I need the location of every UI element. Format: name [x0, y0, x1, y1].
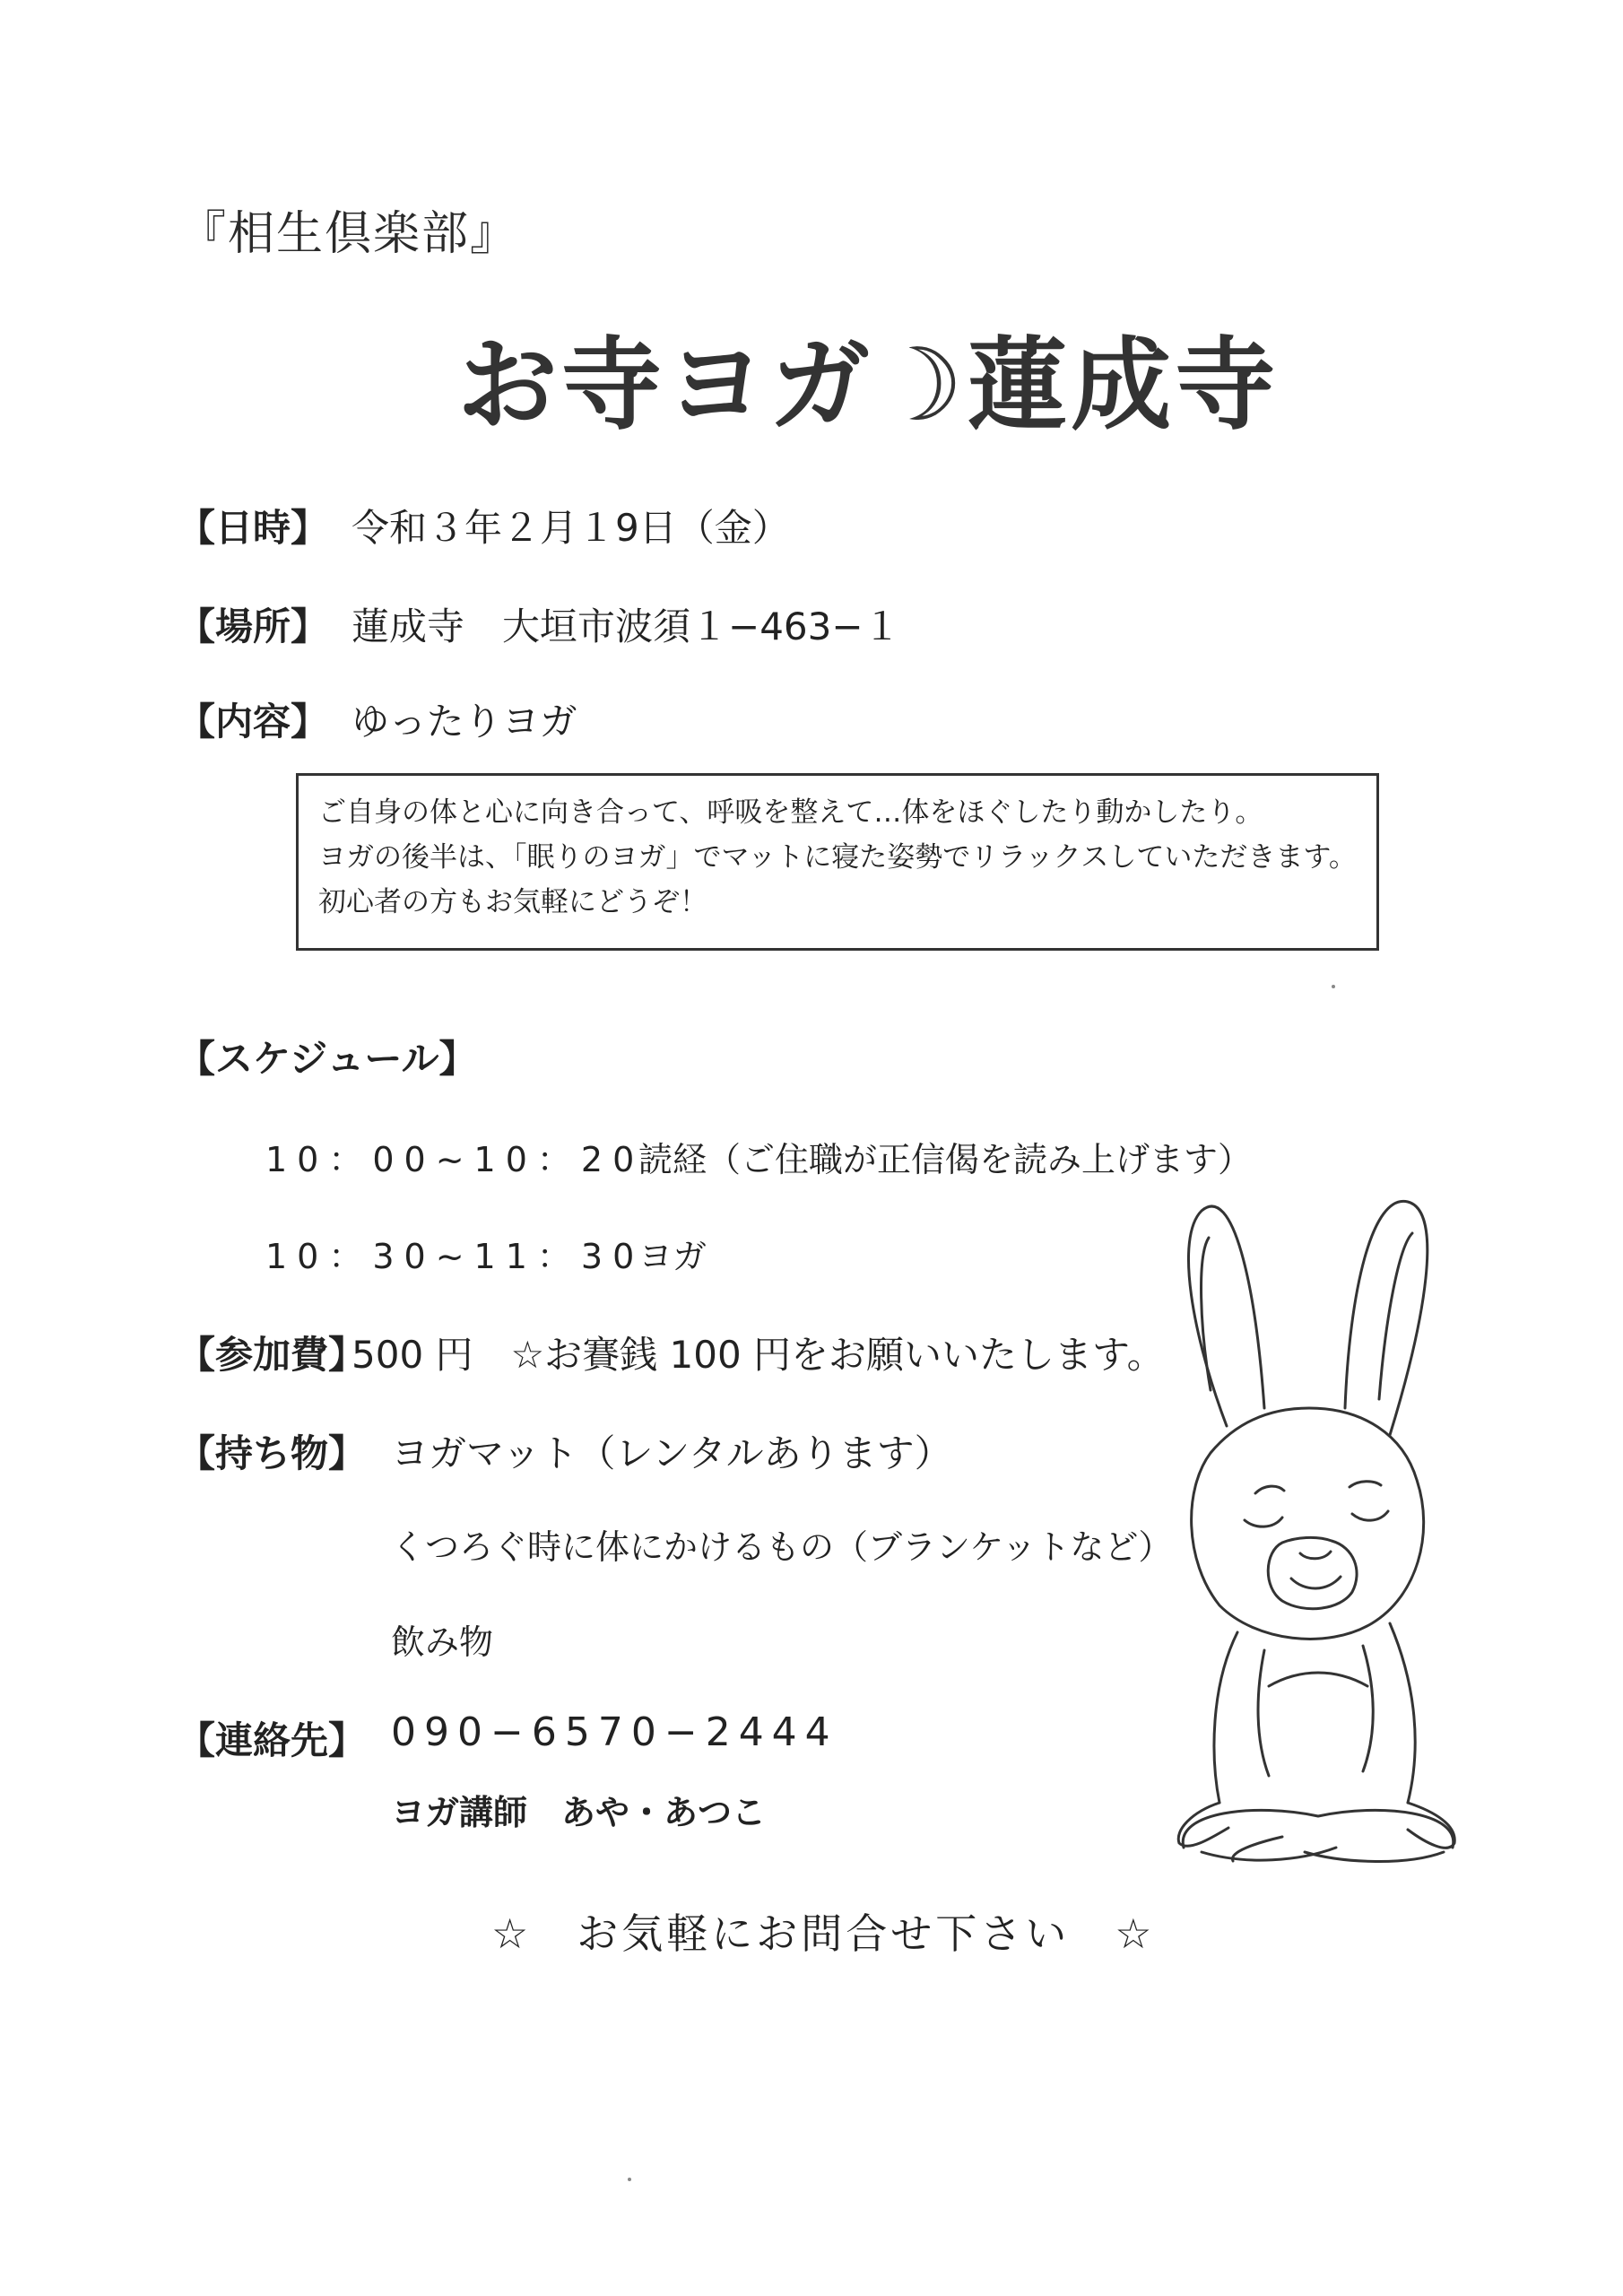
description-line: ご自身の体と心に向き合って、呼吸を整えて…体をほぐしたり動かしたり。: [318, 796, 1263, 829]
meditating-rabbit-icon: [1148, 1184, 1488, 1866]
paper-speck: [1332, 985, 1335, 988]
schedule-desc: ヨガ: [638, 1237, 707, 1276]
belongings-label: 【持ち物】: [178, 1431, 367, 1475]
contact-label: 【連絡先】: [178, 1718, 367, 1762]
place-value: 蓮成寺 大垣市波須１−463−１: [352, 604, 901, 648]
contact-phone: 090−6570−2444: [391, 1709, 838, 1755]
fee-value: 500 円 ☆お賽銭 100 円をお願いいたします。: [352, 1333, 1165, 1377]
place-label: 【場所】: [178, 604, 329, 648]
description-line: ヨガの後半は、「眠りのヨガ」でマットに寝た姿勢でリラックスしていただきます。: [318, 841, 1357, 874]
belongings-item: 飲み物: [391, 1622, 494, 1662]
club-name: 『相生倶楽部』: [179, 207, 519, 261]
fee-label: 【参加費】: [178, 1333, 367, 1377]
schedule-time: 10：00~10：20: [265, 1140, 645, 1179]
content-value: ゆったりヨガ: [352, 700, 577, 744]
content-label: 【内容】: [178, 700, 329, 744]
belongings-item: ヨガマット（レンタルあります）: [391, 1431, 952, 1475]
page-title: お寺ヨガ☽蓮成寺: [457, 327, 1280, 444]
belongings-item: くつろぐ時に体にかけるもの（ブランケットなど）: [391, 1527, 1173, 1567]
schedule-desc: 読経（ご住職が正信偈を読み上げます）: [638, 1140, 1253, 1179]
contact-instructor: ヨガ講師 あや・あつこ: [391, 1793, 767, 1832]
date-label: 【日時】: [178, 506, 329, 550]
schedule-time: 10：30~11：30: [265, 1237, 645, 1276]
date-value: 令和３年２月１9日（金）: [352, 506, 790, 550]
paper-speck: [628, 2178, 631, 2181]
footer-message: ☆ お気軽にお問合せ下さい ☆: [491, 1909, 1156, 1958]
schedule-label: 【スケジュール】: [178, 1037, 477, 1081]
description-box: [296, 773, 1379, 951]
description-line: 初心者の方もお気軽にどうぞ！: [318, 886, 707, 918]
